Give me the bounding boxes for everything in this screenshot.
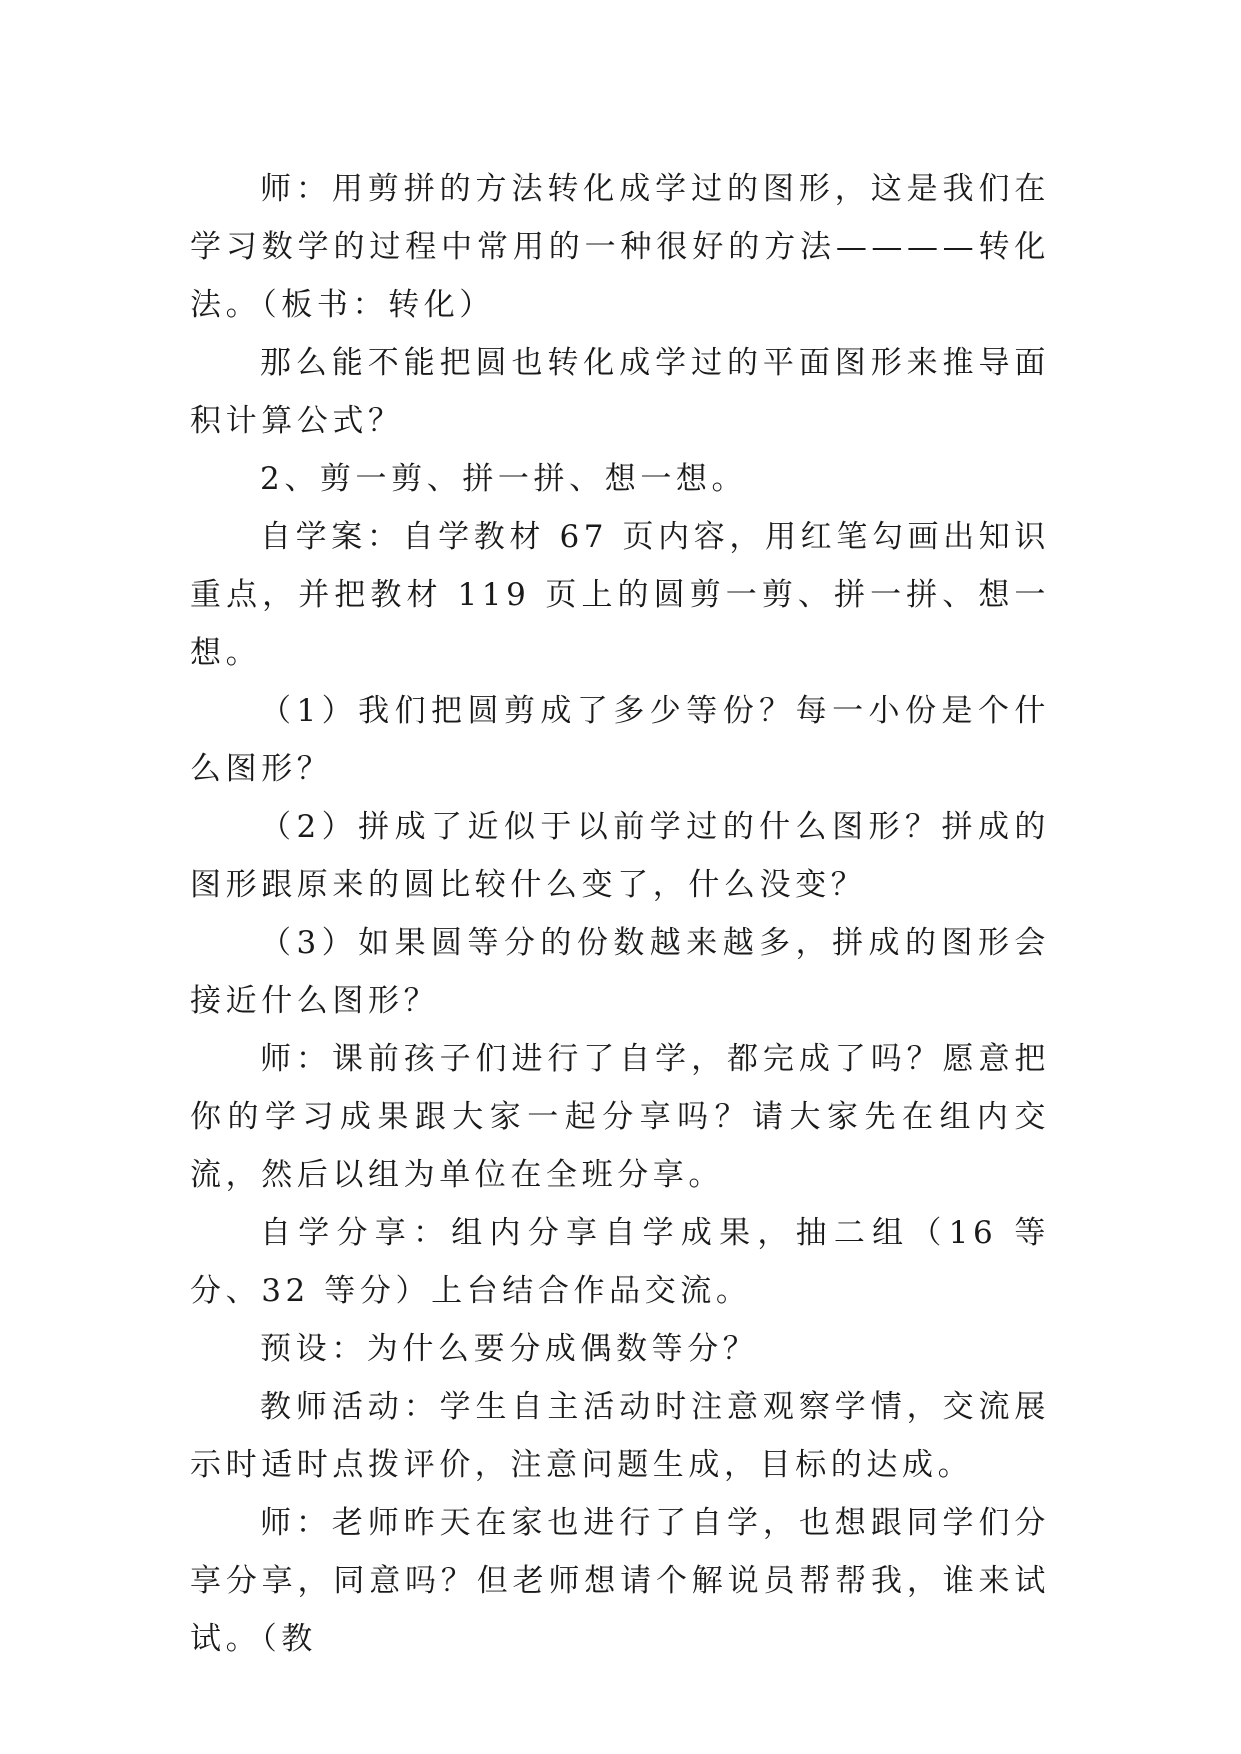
paragraph-question-3: （3）如果圆等分的份数越来越多，拼成的图形会接近什么图形？ [190, 925, 1050, 1019]
paragraph-step-2: 2、剪一剪、拼一拼、想一想。 [260, 461, 748, 497]
paragraph-teacher-self-study: 师：老师昨天在家也进行了自学，也想跟同学们分享分享，同意吗？但老师想请个解说员帮帮我，谁来试试。（教 [190, 1505, 1050, 1657]
document-body [190, 160, 1050, 1668]
paragraph-teacher-transform-method: 师：用剪拼的方法转化成学过的图形，这是我们在学习数学的过程中常用的一种很好的方法————转化法。（板书：转化） [190, 171, 1050, 323]
paragraph-self-study-sharing: 自学分享：组内分享自学成果，抽二组（16 等分、32 等分）上台结合作品交流。 [190, 1215, 1050, 1309]
paragraph-circle-question: 那么能不能把圆也转化成学过的平面图形来推导面积计算公式？ [190, 345, 1050, 439]
paragraph-teacher-activity: 教师活动：学生自主活动时注意观察学情，交流展示时适时点拨评价，注意问题生成，目标的达成。 [190, 1389, 1050, 1483]
paragraph-teacher-sharing: 师：课前孩子们进行了自学，都完成了吗？愿意把你的学习成果跟大家一起分享吗？请大家先在组内交流，然后以组为单位在全班分享。 [190, 1041, 1050, 1193]
paragraph-self-study: 自学案：自学教材 67 页内容，用红笔勾画出知识重点，并把教材 119 页上的圆剪一剪、拼一拼、想一想。 [190, 519, 1050, 671]
paragraph-preset: 预设：为什么要分成偶数等分？ [260, 1331, 759, 1367]
paragraph-question-2: （2）拼成了近似于以前学过的什么图形？拼成的图形跟原来的圆比较什么变了，什么没变？ [190, 809, 1050, 903]
paragraph-question-1: （1）我们把圆剪成了多少等份？每一小份是个什么图形？ [190, 693, 1050, 787]
